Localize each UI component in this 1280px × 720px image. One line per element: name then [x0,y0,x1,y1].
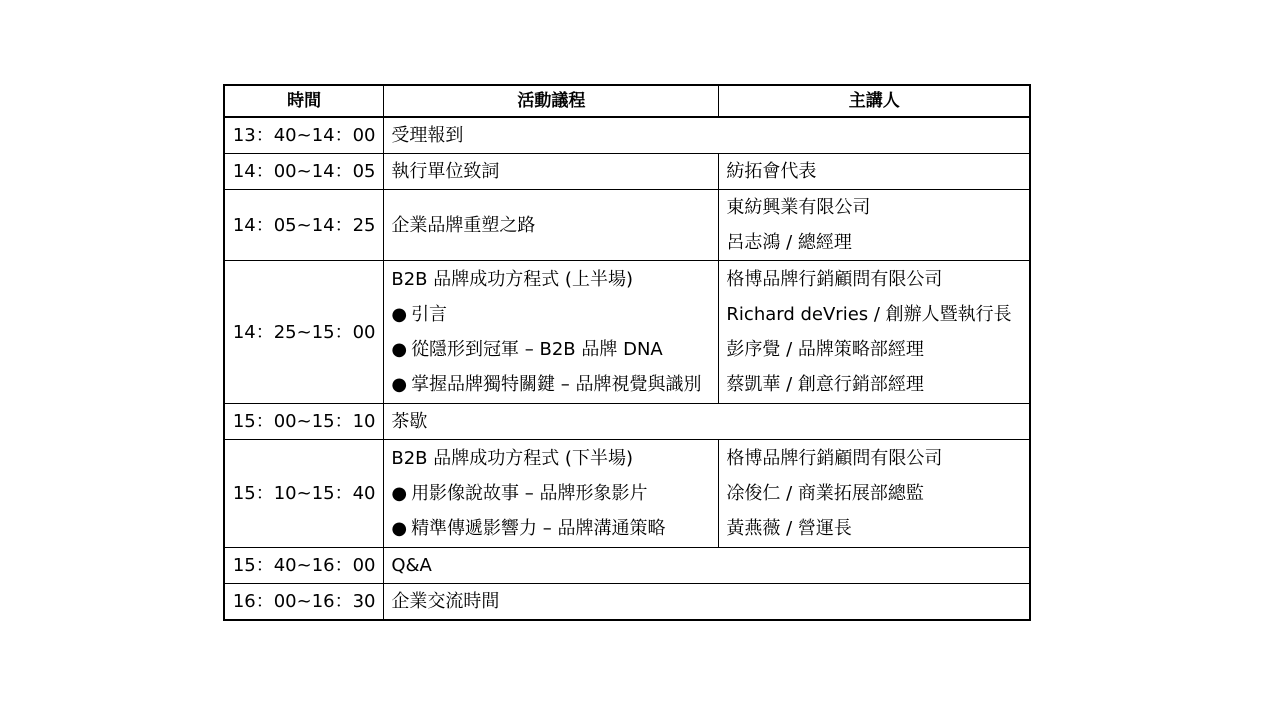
time-cell: 15：40~16：00 [224,548,384,584]
time-cell: 14：00~14：05 [224,154,384,190]
table-row [224,440,1030,548]
agenda-cell [384,584,1030,621]
bullet-icon: ● [391,304,408,325]
speaker-person: Richard deVries / 創辦人暨執行長 [726,304,1012,325]
agenda-item: ● 用影像說故事 – 品牌形象影片 [391,483,648,504]
speaker-person: 蔡凱華 / 創意行銷部經理 [726,374,924,395]
agenda-text: 受理報到 [391,125,464,146]
agenda-item: ● 引言 [391,304,448,325]
agenda-text: 茶歇 [391,411,428,432]
speaker-cell [719,440,1030,548]
time-cell: 15：00~15：10 [224,404,384,440]
speaker-person: 呂志鴻 / 總經理 [726,232,852,253]
time-cell: 16：00~16：30 [224,584,384,621]
speaker-person: 黃燕薇 / 營運長 [726,518,852,539]
agenda-cell [384,404,1030,440]
speaker-company: 格博品牌行銷顧問有限公司 [726,448,943,469]
agenda-text: 執行單位致詞 [391,161,500,182]
table-row [224,117,1030,154]
agenda-text: 企業品牌重塑之路 [391,214,536,236]
time-cell: 14：25~15：00 [224,261,384,404]
agenda-title: B2B 品牌成功方程式 (下半場) [391,448,633,469]
agenda-item: ● 掌握品牌獨特關鍵 – 品牌視覺與識別 [391,374,702,395]
agenda-item: ● 從隱形到冠軍 – B2B 品牌 DNA [391,339,663,360]
table-row [224,548,1030,584]
agenda-cell [384,261,719,404]
agenda-title: B2B 品牌成功方程式 (上半場) [391,269,633,290]
agenda-table [223,84,1031,621]
speaker-person: 凃俊仁 / 商業拓展部總監 [726,483,924,504]
table-row [224,404,1030,440]
header-agenda: 活動議程 [384,85,719,117]
table-row [224,190,1030,261]
agenda-cell [384,154,719,190]
speaker-person: 彭序覺 / 品牌策略部經理 [726,339,924,360]
speaker-company: 格博品牌行銷顧問有限公司 [726,269,943,290]
agenda-cell [384,548,1030,584]
agenda-cell [384,117,1030,154]
bullet-icon: ● [391,339,408,360]
agenda-cell [384,440,719,548]
agenda-text: 企業交流時間 [391,591,500,612]
agenda-cell [384,190,719,261]
speaker-cell [719,154,1030,190]
table-header-row [224,85,1030,117]
table-row [224,584,1030,621]
speaker-text: 紡拓會代表 [726,161,817,182]
speaker-cell [719,190,1030,261]
time-cell: 13：40~14：00 [224,117,384,154]
bullet-icon: ● [391,374,408,395]
bullet-icon: ● [391,483,408,504]
header-speaker: 主講人 [719,85,1030,117]
agenda-item: ● 精準傳遞影響力 – 品牌溝通策略 [391,518,666,539]
agenda-text: Q&A [391,555,432,576]
table-row [224,154,1030,190]
speaker-company: 東紡興業有限公司 [726,197,871,218]
time-cell: 15：10~15：40 [224,440,384,548]
table-row [224,261,1030,404]
header-time: 時間 [224,85,384,117]
time-cell: 14：05~14：25 [224,190,384,261]
bullet-icon: ● [391,518,408,539]
speaker-cell [719,261,1030,404]
